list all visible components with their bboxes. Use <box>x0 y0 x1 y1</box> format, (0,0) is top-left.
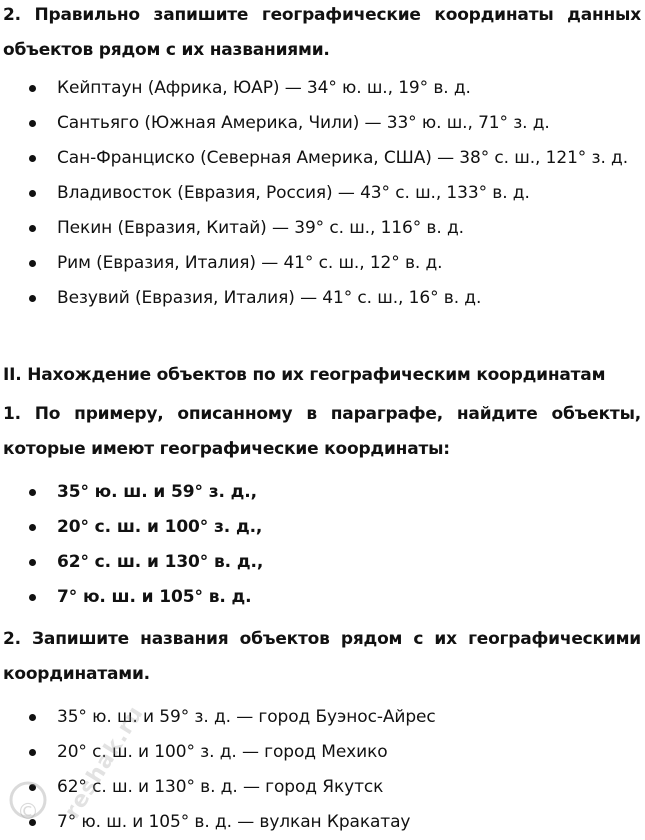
task-2-heading: 2. Правильно запишите географические координаты данных объектов рядом с их названиями. <box>3 5 641 60</box>
bullet-icon <box>29 714 36 721</box>
bullet-icon <box>29 524 36 531</box>
list-item: Рим (Евразия, Италия) — 41° с. ш., 12° в. д. <box>0 246 645 281</box>
bullet-icon <box>29 260 36 267</box>
list-item: Сан-Франциско (Северная Америка, США) — 38° с. ш., 121° з. д. <box>0 141 645 176</box>
list-item: 7° ю. ш. и 105° в. д. <box>0 580 645 615</box>
bullet-icon <box>29 784 36 791</box>
list-item: Везувий (Евразия, Италия) — 41° с. ш., 16° в. д. <box>0 281 645 316</box>
bullet-icon <box>29 120 36 127</box>
watermark-text: reshak.ru <box>60 701 149 824</box>
list-item: Пекин (Евразия, Китай) — 39° с. ш., 116° в. д. <box>0 211 645 246</box>
bullet-icon <box>29 155 36 162</box>
list-item: 62° с. ш. и 130° в. д., <box>0 545 645 580</box>
bullet-icon <box>29 559 36 566</box>
section-ii-heading: II. Нахождение объектов по их географическим координатам <box>3 365 606 385</box>
watermark-copyright-icon: © <box>17 800 39 825</box>
list-item: 62° с. ш. и 130° в. д. — город Якутск <box>0 770 645 805</box>
coordinates-list <box>0 71 645 316</box>
bullet-icon <box>29 295 36 302</box>
bullet-icon <box>29 749 36 756</box>
list-item: 7° ю. ш. и 105° в. д. — вулкан Кракатау <box>0 805 645 840</box>
list-item: Сантьяго (Южная Америка, Чили) — 33° ю. ш., 71° з. д. <box>0 106 645 141</box>
given-coordinates-list <box>0 475 645 615</box>
list-item: 35° ю. ш. и 59° з. д., <box>0 475 645 510</box>
bullet-icon <box>29 225 36 232</box>
bullet-icon <box>29 594 36 601</box>
task-2b-heading: 2. Запишите названия объектов рядом с их географическими координатами. <box>3 629 641 684</box>
list-item: 20° с. ш. и 100° з. д. — город Мехико <box>0 735 645 770</box>
bullet-icon <box>29 85 36 92</box>
list-item: Владивосток (Евразия, Россия) — 43° с. ш., 133° в. д. <box>0 176 645 211</box>
list-item: 20° с. ш. и 100° з. д., <box>0 510 645 545</box>
bullet-icon <box>29 489 36 496</box>
task-1-heading: 1. По примеру, описанному в параграфе, найдите объекты, которые имеют географические координаты: <box>3 404 641 459</box>
list-item: Кейптаун (Африка, ЮАР) — 34° ю. ш., 19° в. д. <box>0 71 645 106</box>
bullet-icon <box>29 190 36 197</box>
list-item: 35° ю. ш. и 59° з. д. — город Буэнос-Айрес <box>0 700 645 735</box>
